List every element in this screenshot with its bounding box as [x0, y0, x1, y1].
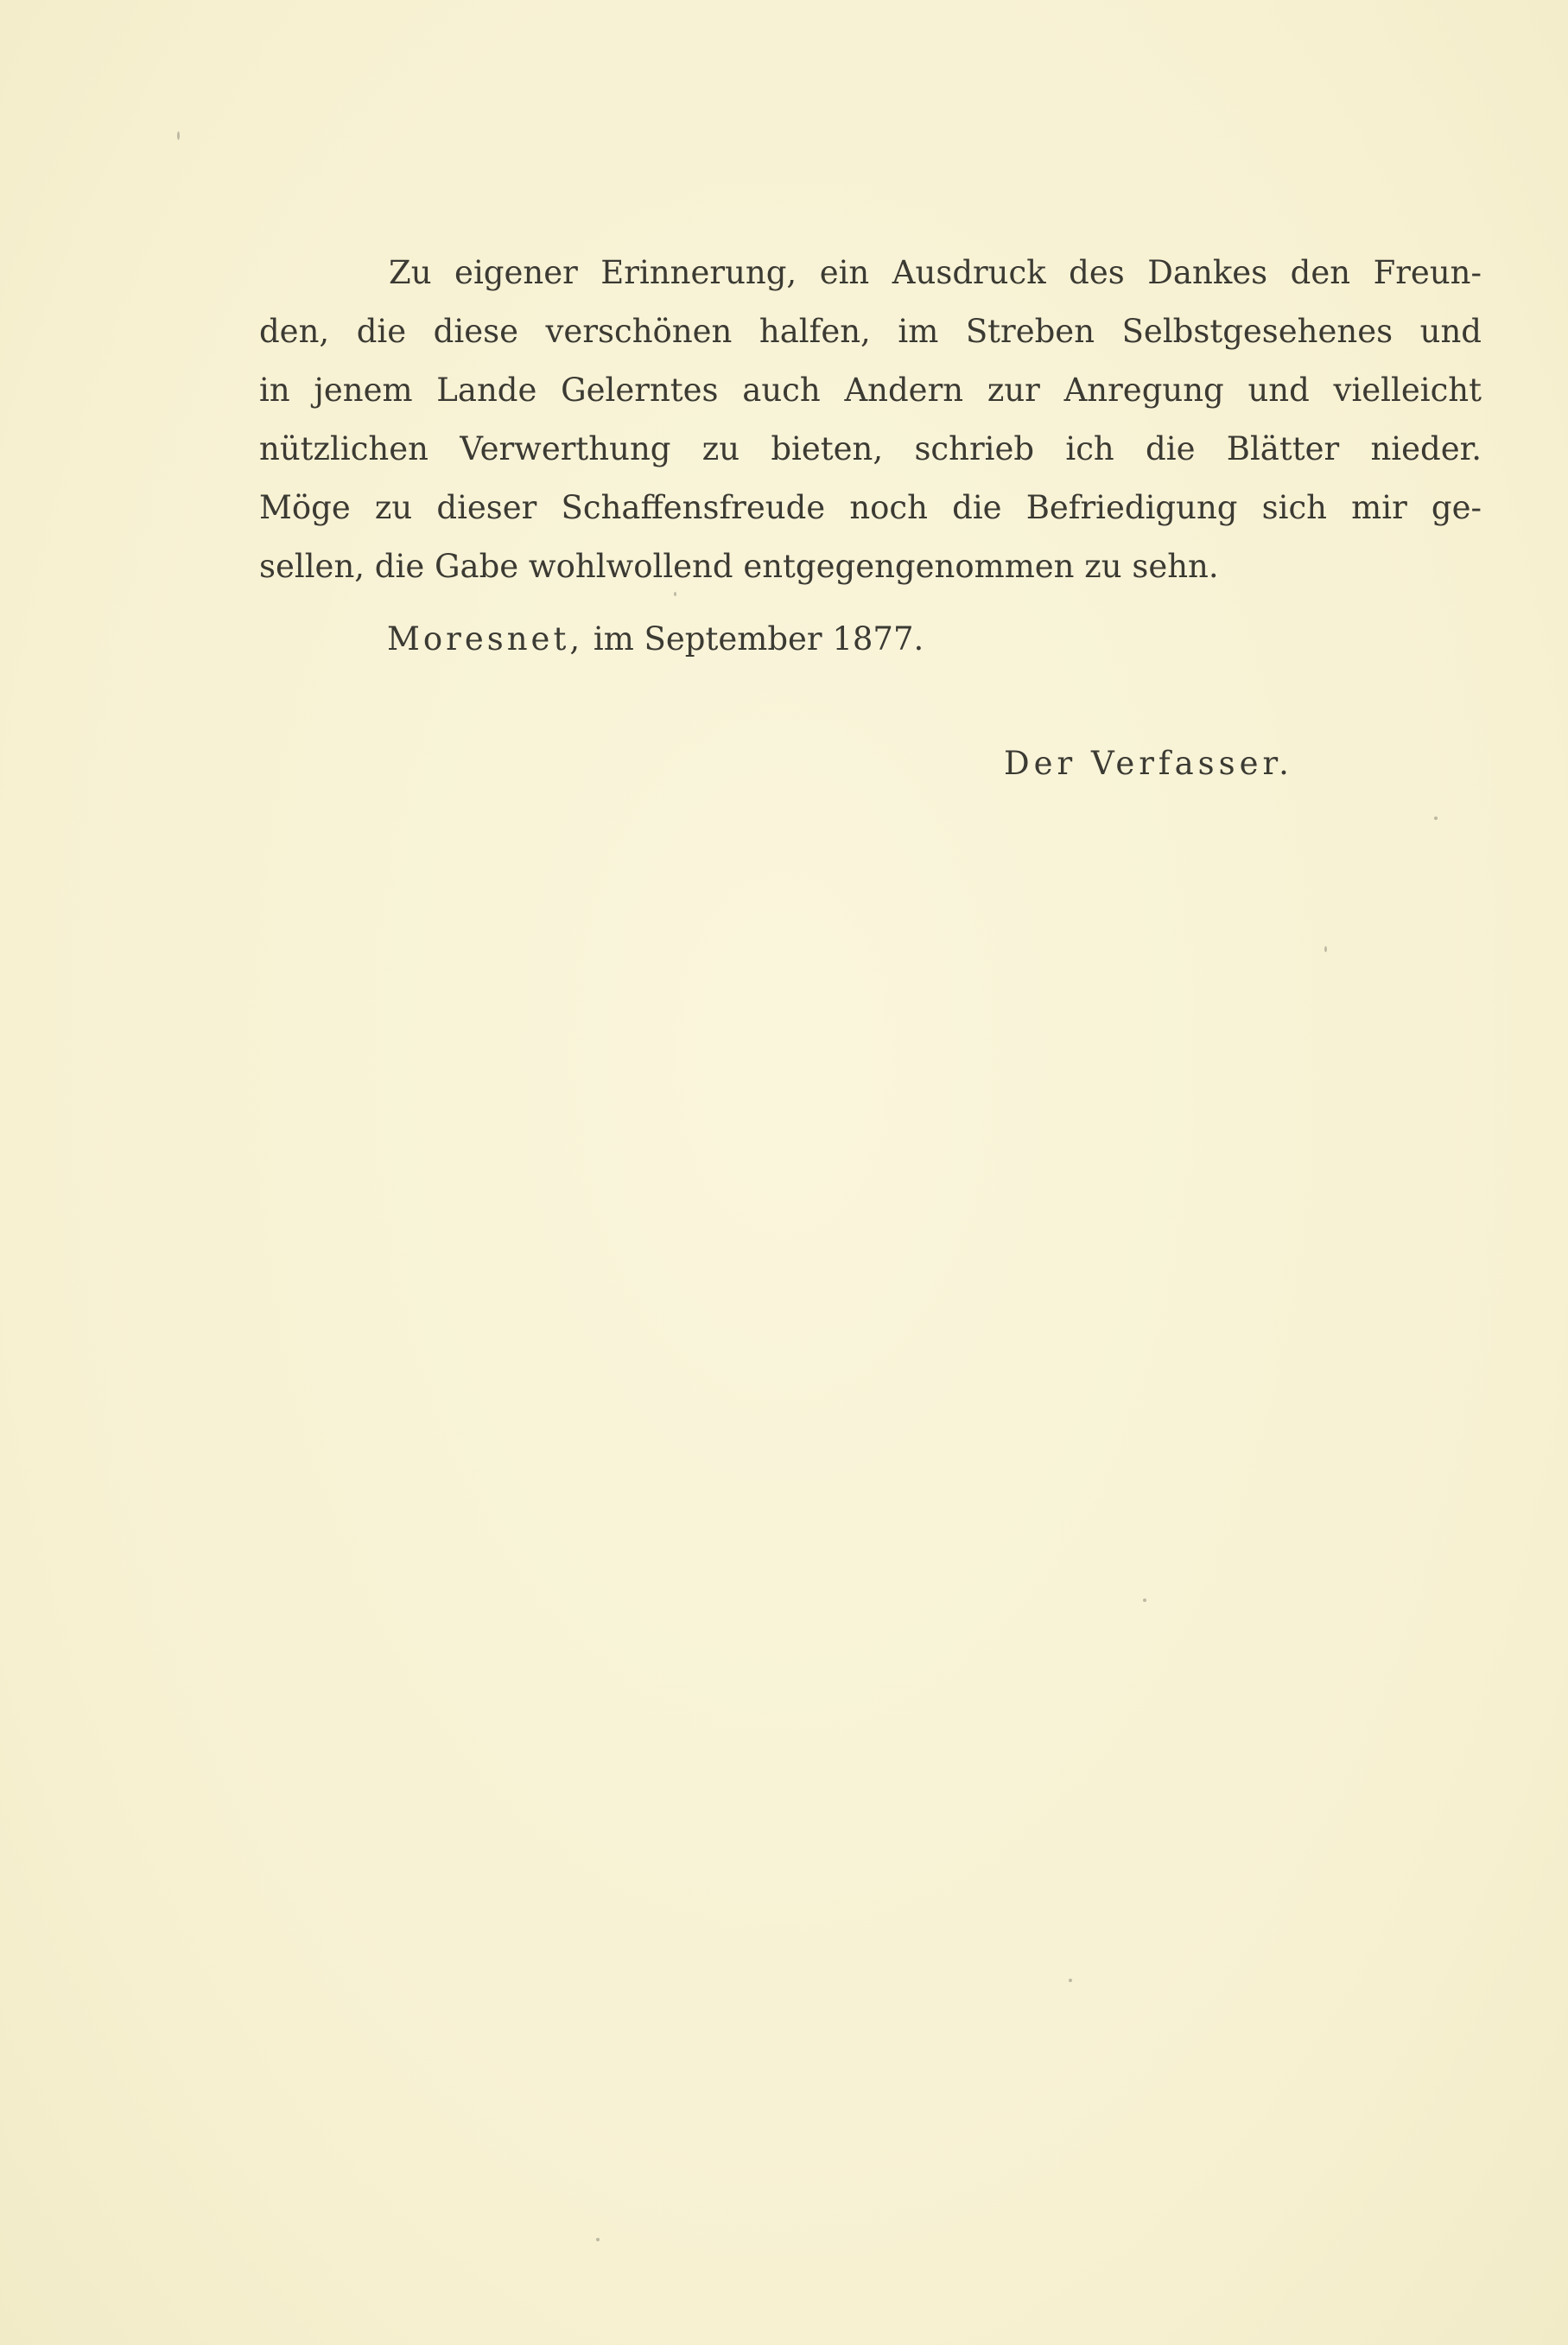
- date-text: im September 1877.: [593, 620, 924, 658]
- paper-speck: [1069, 1979, 1072, 1982]
- preface-line-3: in jenem Lande Gelerntes auch Andern zur Anregung und vielleicht: [259, 372, 1482, 409]
- paper-speck: [1143, 1598, 1146, 1602]
- preface-line-6: sellen, die Gabe wohlwollend entgegengenommen zu sehn.: [259, 548, 1219, 585]
- preface-line-2: den, die diese verschönen halfen, im Streben Selbstgesehenes und: [259, 313, 1482, 350]
- paper-speck: [596, 2238, 600, 2241]
- preface-line-4: nützlichen Verwerthung zu bieten, schrieb ich die Blätter nieder.: [259, 430, 1482, 467]
- preface-line-5: Möge zu dieser Schaffensfreude noch die Befriedigung sich mir ge-: [259, 489, 1482, 526]
- paper-speck: [1434, 817, 1438, 820]
- place-name: Moresnet,: [387, 620, 584, 658]
- place-and-date: [387, 610, 924, 669]
- paper-speck: [177, 131, 180, 140]
- paper-speck: [674, 592, 676, 596]
- preface-line-1: Zu eigener Erinnerung, ein Ausdruck des Dankes den Freun-: [389, 254, 1482, 291]
- preface-paragraph: [259, 244, 1482, 596]
- paper-speck: [1324, 946, 1327, 952]
- author-signature: Der Verfasser.: [1004, 745, 1293, 782]
